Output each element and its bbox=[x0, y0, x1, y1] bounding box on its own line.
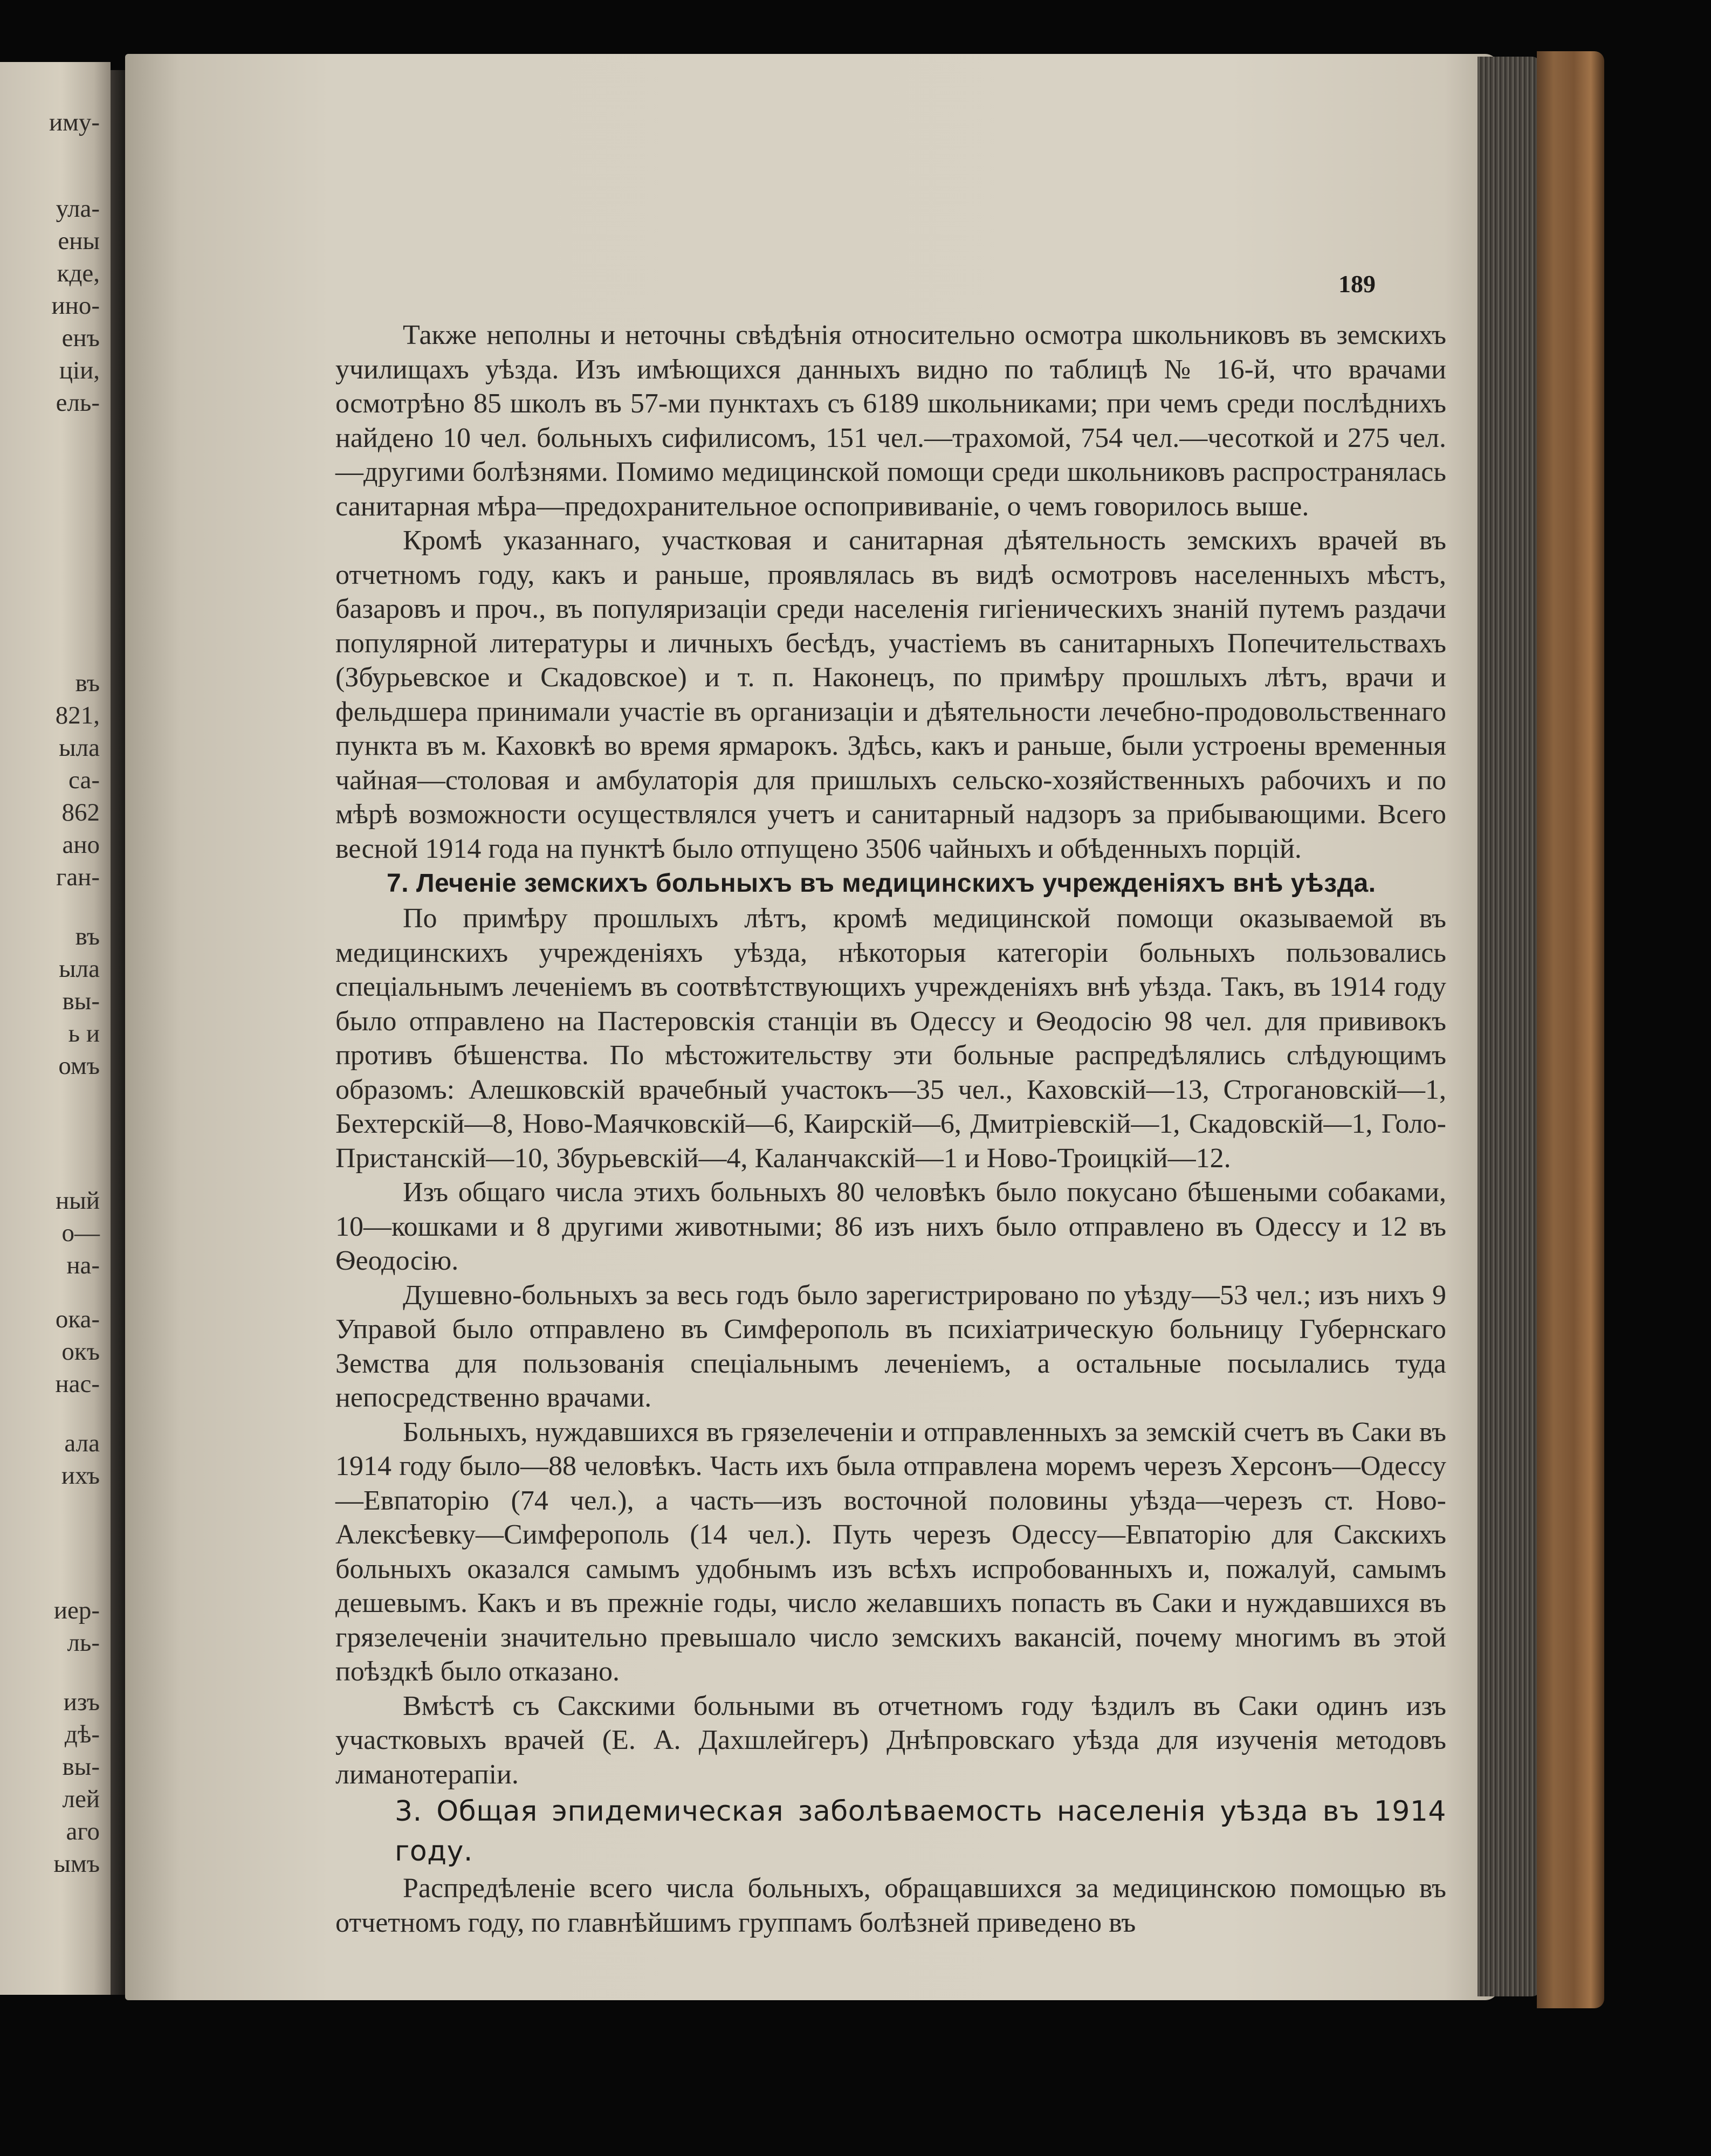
page-edges bbox=[1478, 57, 1542, 1996]
left-edge-fragment: ель- bbox=[56, 389, 100, 417]
left-edge-fragment: окъ bbox=[61, 1338, 100, 1366]
left-edge-fragment: ган- bbox=[56, 863, 100, 891]
right-page bbox=[125, 54, 1499, 2000]
left-edge-fragment: ный bbox=[56, 1187, 100, 1215]
left-edge-fragment: кде, bbox=[57, 259, 100, 287]
left-edge-fragment: иер- bbox=[53, 1596, 100, 1624]
left-edge-fragment: дѣ- bbox=[64, 1720, 100, 1748]
left-edge-fragment: ымъ bbox=[53, 1850, 100, 1878]
left-edge-fragment: ь и bbox=[68, 1020, 100, 1048]
left-edge-fragment: ціи, bbox=[59, 356, 100, 384]
left-edge-fragment: 862 bbox=[61, 798, 100, 826]
left-edge-fragment: лей bbox=[62, 1785, 100, 1813]
left-edge-fragment: о— bbox=[61, 1219, 100, 1247]
paragraph: Также неполны и неточны свѣдѣнія относительно осмотра школьниковъ въ земскихъ училищахъ уѣзда. Изъ имѣющихся данныхъ видно по таблицѣ № 16-й, что врачами осмотрѣно 85 школъ въ 57-ми пунктахъ съ 6189 школьниками; при чемъ среди послѣднихъ найдено 10 чел. больныхъ сифилисомъ, 151 чел.—трахомой, 754 чел.—чесоткой и 275 чел.—другими болѣзнями. Помимо медицинской помощи среди школьниковъ распространялась санитарная мѣра—предохранительное оспопрививаніе, о чемъ говорилось выше. bbox=[335, 320, 1446, 522]
left-edge-fragment: въ bbox=[75, 669, 100, 697]
left-edge-fragment: са- bbox=[68, 766, 100, 794]
left-edge-fragment: ены bbox=[58, 227, 100, 255]
left-edge-fragment: ала bbox=[64, 1429, 100, 1457]
paragraph: По примѣру прошлыхъ лѣтъ, кромѣ медицинской помощи оказываемой въ медицинскихъ учрежденіяхъ уѣзда, нѣкоторыя категоріи больныхъ пользовались спеціальнымъ леченіемъ въ соотвѣтствующихъ учрежденіяхъ внѣ уѣзда. Такъ, въ 1914 году было отправлено на Пастеровскія станціи въ Одессу и Ѳеодосію 98 чел. для прививокъ противъ бѣшенства. По мѣстожительству эти больные распредѣлялись слѣдующимъ образомъ: Алешковскій врачебный участокъ—35 чел., Каховскій—13, Строгановскій—1, Бехтерскій—8, Ново-Маячковскій—6, Каирскій—6, Дмитріевскій—1, Скадовскій—1, Голо-Пристанскій—10, Збурьевскій—4, Каланчакскій—1 и Ново-Троицкій—12. bbox=[335, 903, 1446, 1174]
left-edge-fragment: ока- bbox=[55, 1305, 100, 1333]
page-text bbox=[335, 318, 1446, 1940]
left-edge-fragment: 821, bbox=[55, 701, 100, 729]
left-page-edge-text bbox=[0, 62, 105, 1995]
section-heading: 7. Леченіе земскихъ больныхъ въ медицинскихъ учрежденіяхъ внѣ уѣзда. bbox=[387, 869, 1376, 898]
left-edge-fragment: изъ bbox=[63, 1688, 100, 1716]
left-edge-fragment: ино- bbox=[51, 292, 100, 320]
left-edge-fragment: нас- bbox=[55, 1370, 100, 1398]
paragraph: Изъ общаго числа этихъ больныхъ 80 человѣкъ было покусано бѣшеными собаками, 10—кошками и 8 другими животными; 86 изъ нихъ было отправлено въ Одессу и 12 въ Ѳеодосію. bbox=[335, 1177, 1446, 1276]
left-edge-fragment: ано bbox=[62, 831, 100, 859]
left-edge-fragment: ула- bbox=[56, 195, 100, 223]
left-edge-fragment: ль- bbox=[67, 1629, 100, 1657]
left-edge-fragment: омъ bbox=[58, 1052, 100, 1080]
left-edge-fragment: ихъ bbox=[61, 1462, 100, 1490]
left-edge-fragment: иму- bbox=[49, 108, 100, 136]
left-edge-fragment: на- bbox=[66, 1251, 100, 1279]
left-edge-fragment: вы- bbox=[62, 1753, 100, 1781]
left-edge-fragment: ыла bbox=[59, 955, 100, 983]
paragraph: Вмѣстѣ съ Сакскими больными въ отчетномъ году ѣздилъ въ Саки одинъ изъ участковыхъ врачей (Е. А. Дахшлейгеръ) Днѣпровскаго уѣзда для изученія методовъ лиманотерапіи. bbox=[335, 1690, 1446, 1790]
left-page bbox=[0, 62, 111, 1995]
page-number: 189 bbox=[1338, 270, 1376, 298]
book-spine bbox=[1537, 51, 1604, 2008]
left-edge-fragment: въ bbox=[75, 922, 100, 950]
paragraph: Душевно-больныхъ за весь годъ было зарегистрировано по уѣзду—53 чел.; изъ нихъ 9 Управой было отправлено въ Симферополь въ психіатрическую больницу Губернскаго Земства для пользованія спеціальнымъ леченіемъ, а остальные посылались туда непосредственно врачами. bbox=[335, 1279, 1446, 1413]
left-edge-fragment: ыла bbox=[59, 734, 100, 762]
left-edge-fragment: аго bbox=[66, 1817, 100, 1845]
paragraph: Распредѣленіе всего числа больныхъ, обращавшихся за медицинскою помощью въ отчетномъ году, по главнѣйшимъ группамъ болѣзней приведено въ bbox=[335, 1873, 1446, 1938]
left-edge-fragment: енъ bbox=[61, 324, 100, 352]
paragraph: Больныхъ, нуждавшихся въ грязелеченіи и отправленныхъ за земскій счетъ въ Саки въ 1914 году было—88 человѣкъ. Часть ихъ была отправлена моремъ черезъ Херсонъ—Одессу—Евпаторію (74 чел.), а часть—изъ восточной половины уѣзда—черезъ ст. Ново-Алексѣевку—Симферополь (14 чел.). Путь черезъ Одессу—Евпаторію для Сакскихъ больныхъ оказался самымъ удобнымъ изъ всѣхъ испробованныхъ и, пожалуй, самымъ дешевымъ. Какъ и въ прежніе годы, число желавшихъ попасть въ Саки и нуждавшихся въ грязелеченіи значительно превышало число земскихъ вакансій, почему многимъ въ этой поѣздкѣ было отказано. bbox=[335, 1416, 1446, 1687]
paragraph: Кромѣ указаннаго, участковая и санитарная дѣятельность земскихъ врачей въ отчетномъ году, какъ и раньше, проявлялась въ видѣ осмотровъ населенныхъ мѣстъ, базаровъ и проч., въ популяризаціи среди населенія гигіеническихъ знаній путемъ раздачи популярной литературы и личныхъ бесѣдъ, участіемъ въ санитарныхъ Попечительствахъ (Збурьевское и Скадовское) и т. п. Наконецъ, по примѣру прошлыхъ лѣтъ, врачи и фельдшера принимали участіе въ организаціи и дѣятельности лечебно-продовольственнаго пункта въ м. Каховкѣ во время ярмарокъ. Здѣсь, какъ и раньше, были устроены временныя чайная—столовая и амбулаторія для пришлыхъ сельско-хозяйственныхъ рабочихъ и по мѣрѣ возможности осуществлялся учетъ и санитарный надзоръ за прибывающими. Всего весной 1914 года на пунктѣ было отпущено 3506 чайныхъ и обѣденныхъ порцій. bbox=[335, 525, 1446, 864]
section-heading: 3. Общая эпидемическая заболѣваемость населенія уѣзда въ 1914 году. bbox=[395, 1795, 1446, 1868]
left-edge-fragment: вы- bbox=[62, 987, 100, 1015]
